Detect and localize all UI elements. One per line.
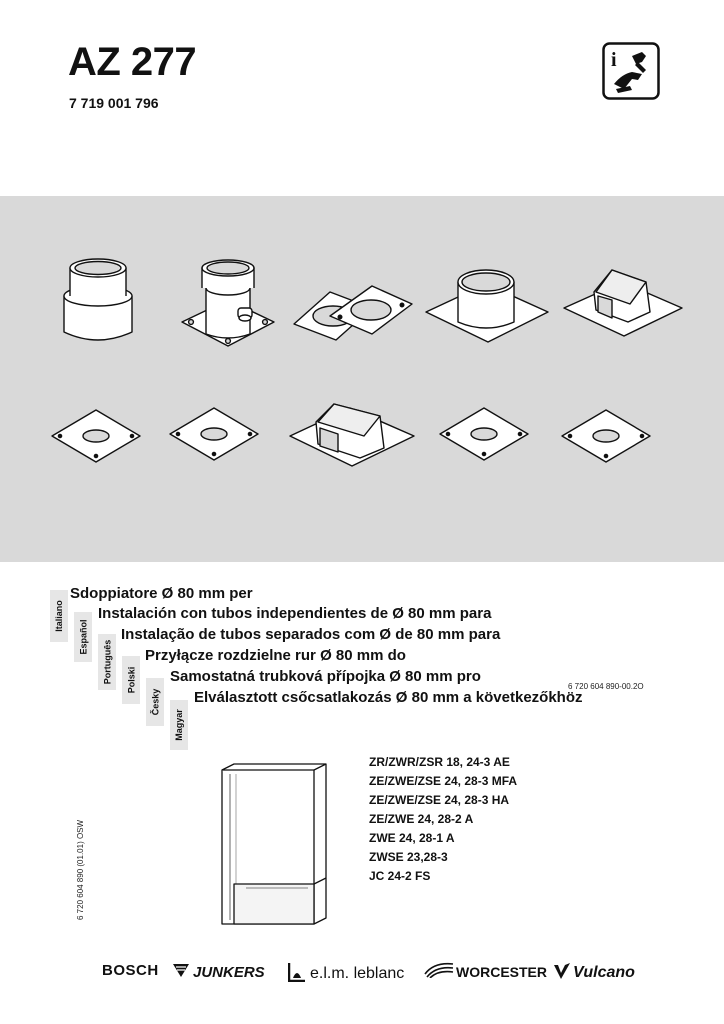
- lang-tab-italiano: [50, 590, 68, 642]
- svg-text:i: i: [611, 49, 617, 71]
- lang-tab-polski: [122, 656, 140, 704]
- flange-plate-part-4: [562, 410, 650, 462]
- compatible-models-list: [369, 753, 517, 886]
- lang-line-italiano: Sdoppiatore Ø 80 mm per: [70, 585, 253, 602]
- document-title: AZ 277: [68, 40, 197, 84]
- brand-vulcano: [553, 962, 635, 984]
- lang-tab-magyar: [170, 700, 188, 750]
- brand-elm-leblanc-label: e.l.m. leblanc: [310, 965, 405, 982]
- figure-code: 6 720 604 890-00.2O: [568, 682, 644, 691]
- lang-tab-label: Italiano: [54, 600, 65, 632]
- model-item: ZE/ZWE 24, 28-2 A: [369, 812, 474, 826]
- round-sleeve-plate-part: [426, 270, 548, 342]
- model-item: ZWSE 23,28-3: [369, 850, 448, 864]
- flange-plate-part-1: [52, 410, 140, 462]
- part-number: 7 719 001 796: [69, 95, 159, 111]
- brand-worcester-label: WORCESTER: [456, 964, 547, 980]
- brand-bosch: BOSCH: [102, 962, 159, 979]
- rectangular-box-plate-part: [290, 404, 414, 466]
- lang-tab-espanol: [74, 612, 92, 662]
- lang-line-polski: Przyłącze rozdzielne rur Ø 80 mm do: [145, 647, 406, 664]
- boiler-illustration: [216, 760, 332, 935]
- model-item: JC 24-2 FS: [369, 869, 431, 883]
- lang-tab-label: Polski: [126, 666, 137, 694]
- brand-junkers-label: JUNKERS: [193, 963, 265, 981]
- lang-tab-label: Česky: [150, 688, 160, 716]
- pipe-adapter-part: [64, 259, 132, 340]
- model-item: ZWE 24, 28-1 A: [369, 831, 455, 845]
- rectangular-hood-plate-part: [564, 270, 682, 336]
- lang-tab-portugues: [98, 634, 116, 690]
- elm-leblanc-logo-icon: [288, 962, 306, 986]
- brand-junkers: [172, 962, 265, 982]
- model-item: ZR/ZWR/ZSR 18, 24-3 AE: [369, 755, 510, 769]
- lang-line-cesky: Samostatná trubková přípojka Ø 80 mm pro: [170, 668, 481, 685]
- junkers-logo-icon: [172, 962, 190, 982]
- worcester-logo-icon: [424, 962, 454, 982]
- vulcano-logo-icon: [553, 962, 571, 984]
- brand-worcester: [424, 962, 547, 982]
- brand-vulcano-label: Vulcano: [573, 964, 635, 981]
- lang-tab-label: Português: [102, 639, 113, 685]
- brand-elm-leblanc: [288, 962, 404, 986]
- gasket-plates-part: [294, 286, 412, 340]
- model-item: ZE/ZWE/ZSE 24, 28-3 HA: [369, 793, 510, 807]
- flanged-pipe-adapter-part: [182, 260, 274, 346]
- info-installer-wrench-icon: [602, 42, 660, 100]
- lang-line-espanol: Instalación con tubos independientes de Ø 80 mm para: [98, 605, 492, 622]
- flange-plate-part-3: [440, 408, 528, 460]
- model-item: ZE/ZWE/ZSE 24, 28-3 MFA: [369, 774, 518, 788]
- lang-tab-label: Español: [78, 619, 89, 655]
- document-code: 6 720 604 890 (01.01) OSW: [76, 819, 85, 920]
- lang-tab-cesky: [146, 678, 164, 726]
- lang-line-portugues: Instalação de tubos separados com Ø de 80 mm para: [121, 626, 501, 643]
- flange-plate-part-2: [170, 408, 258, 460]
- lang-tab-label: Magyar: [174, 709, 185, 741]
- lang-line-magyar: Elválasztott csőcsatlakozás Ø 80 mm a következőkhöz: [194, 689, 583, 706]
